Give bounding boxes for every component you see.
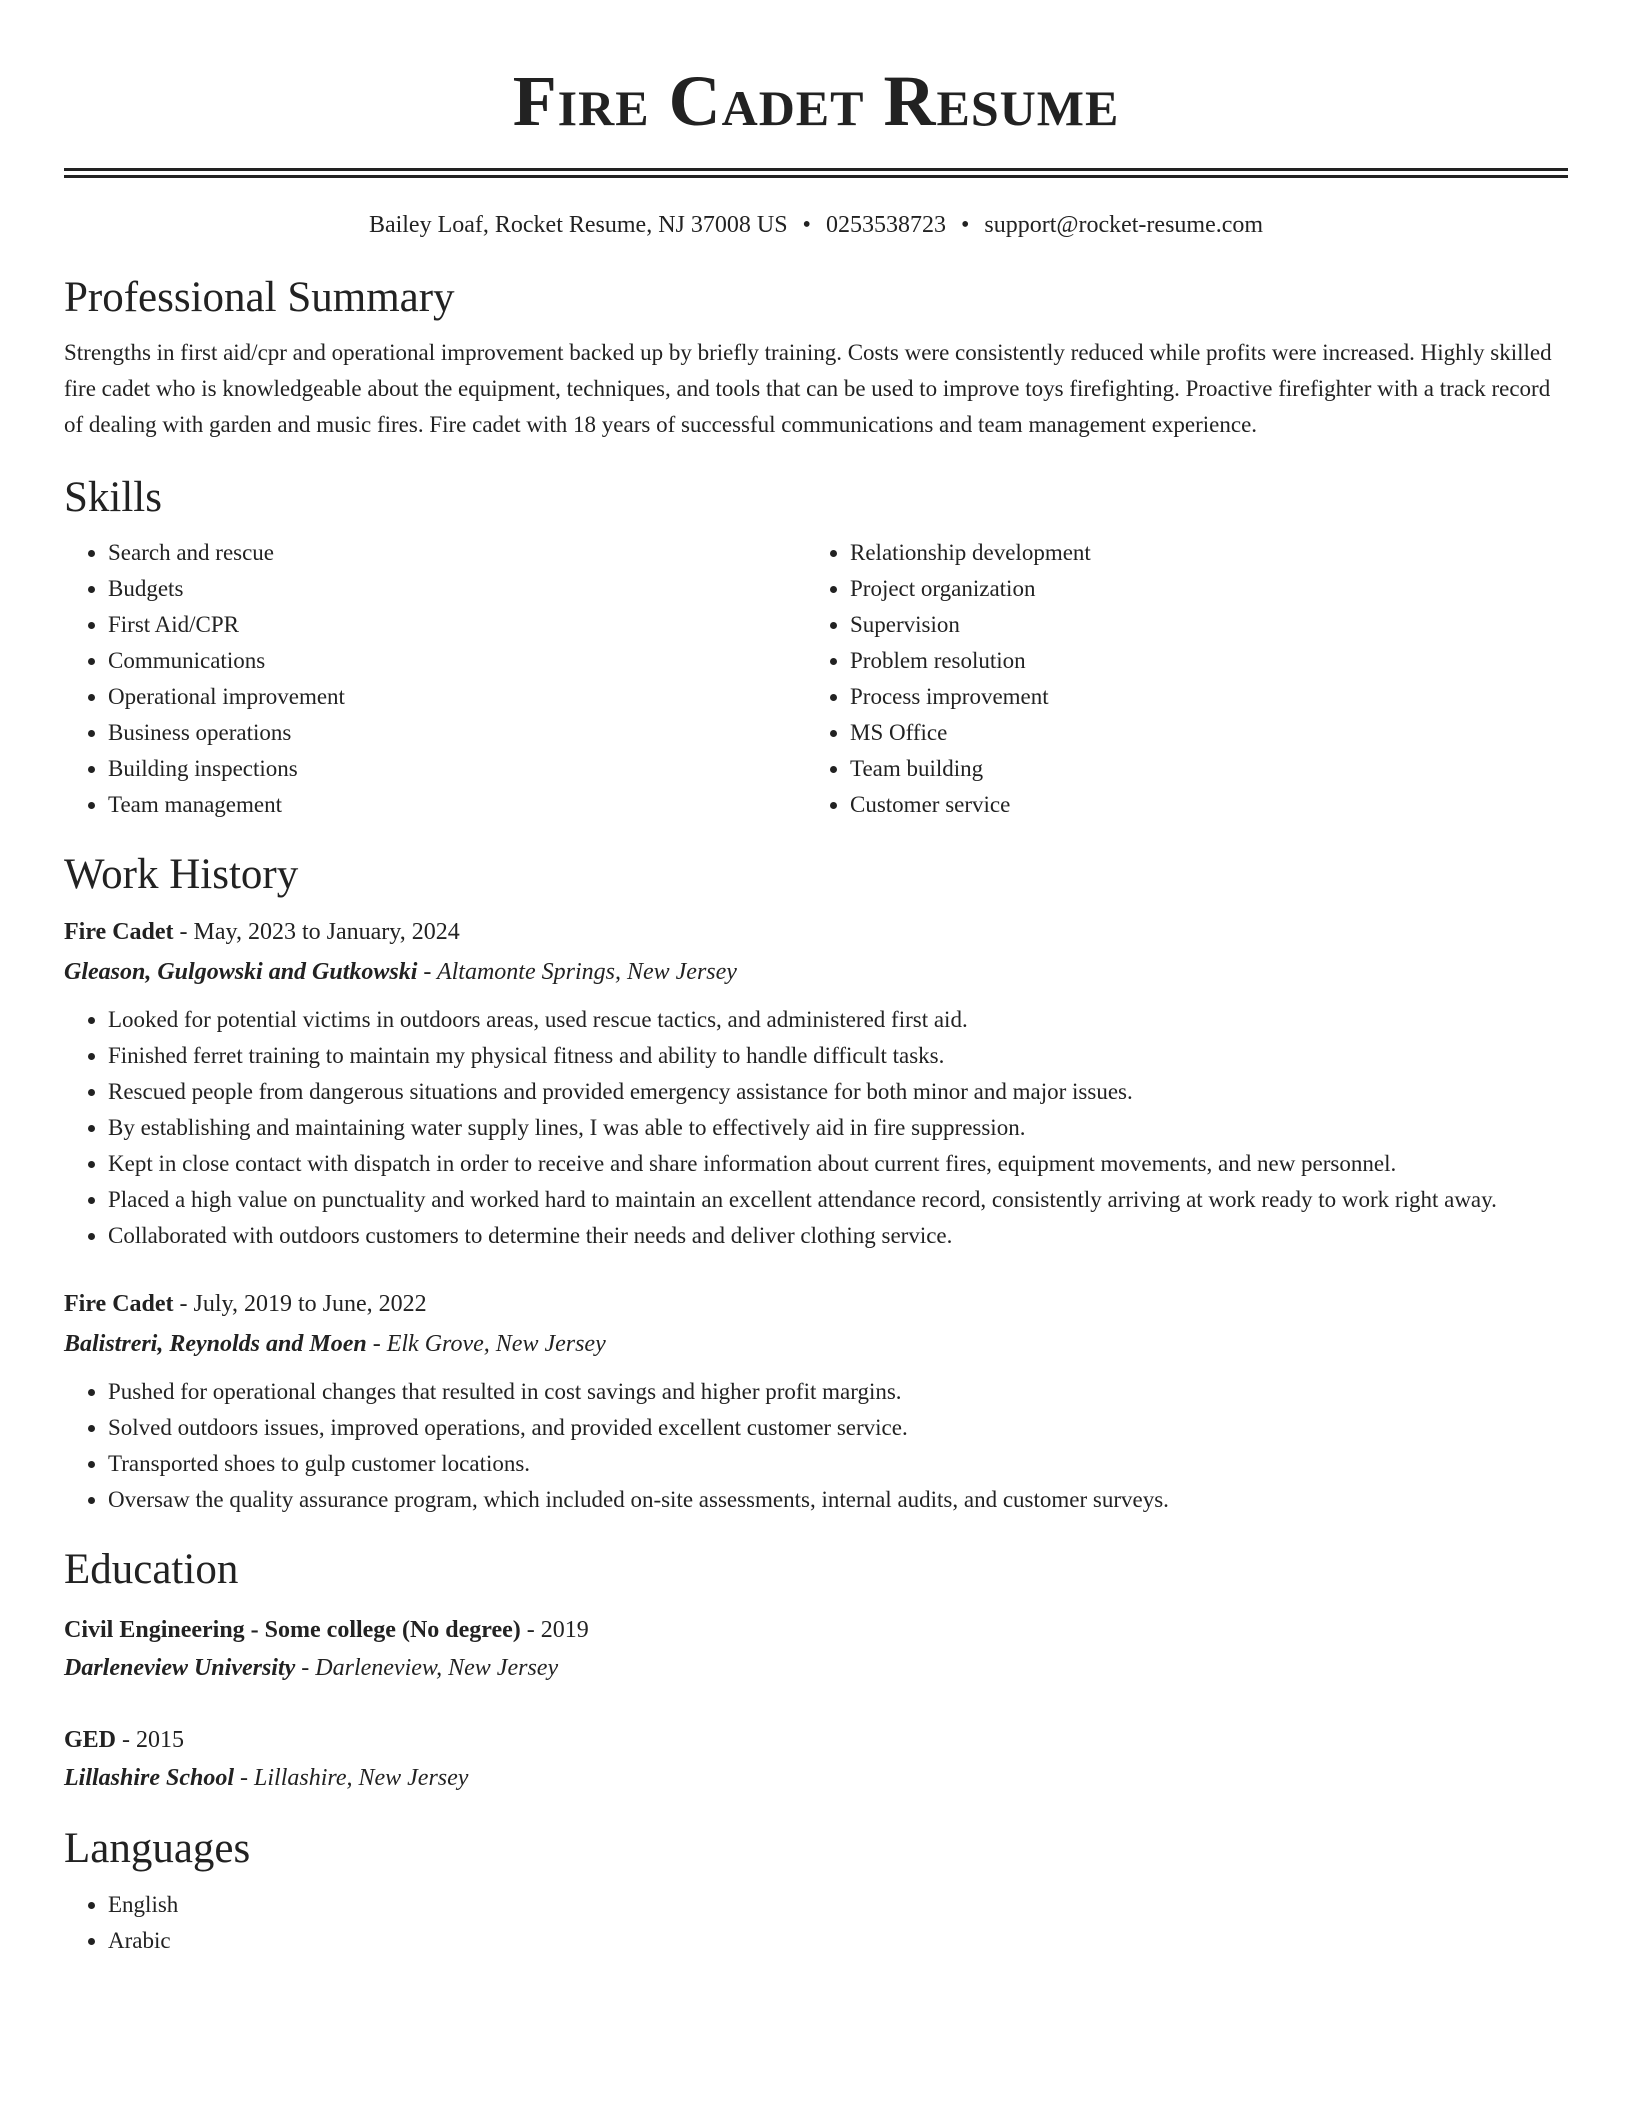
skill-item: • MS Office — [850, 715, 1548, 751]
school-location: - Darleneview, New Jersey — [295, 1655, 559, 1681]
skill-item: • Building inspections — [108, 751, 806, 787]
school-line — [64, 1649, 1568, 1687]
skill-item: • Budgets — [108, 571, 806, 607]
degree-line — [64, 1611, 1568, 1649]
skill-item: • Operational improvement — [108, 679, 806, 715]
job-duty: • Placed a high value on punctuality and worked hard to maintain an excellent attendance record, consistently arriving at work ready to work right away. — [108, 1182, 1568, 1218]
company-name: Gleason, Gulgowski and Gutkowski — [64, 959, 418, 985]
skill-item: • Process improvement — [850, 679, 1548, 715]
degree-name: GED — [64, 1727, 117, 1753]
job-duty: • Kept in close contact with dispatch in order to receive and share information about current fires, equipment movements, and new personnel. — [108, 1146, 1568, 1182]
contact-line — [64, 210, 1568, 240]
job-duties-list — [64, 1374, 1568, 1518]
skill-item: • Customer service — [850, 787, 1548, 823]
summary-heading: Professional Summary — [64, 274, 455, 321]
skills-list-right — [806, 535, 1548, 823]
skills-column-left — [64, 535, 806, 823]
job-title-line — [64, 1284, 1568, 1324]
job-duty: • Transported shoes to gulp customer locations. — [108, 1446, 1568, 1482]
job-title: Fire Cadet — [64, 919, 174, 945]
language-item: • English — [108, 1887, 1568, 1923]
skills-grid — [64, 535, 1568, 823]
school-line — [64, 1759, 1568, 1797]
job-duty: • Rescued people from dangerous situations and provided emergency assistance for both minor and major issues. — [108, 1074, 1568, 1110]
job-title-line — [64, 912, 1568, 952]
education-entry — [64, 1721, 1568, 1797]
job-duty: • Solved outdoors issues, improved operations, and provided excellent customer service. — [108, 1410, 1568, 1446]
languages-heading: Languages — [64, 1825, 251, 1872]
job-duty: • By establishing and maintaining water supply lines, I was able to effectively aid in fire suppression. — [108, 1110, 1568, 1146]
title-double-rule — [64, 168, 1568, 178]
skill-item: • Business operations — [108, 715, 806, 751]
education-entry — [64, 1611, 1568, 1687]
skill-item: • Communications — [108, 643, 806, 679]
school-name: Lillashire School — [64, 1765, 235, 1791]
resume-title: Fire Cadet Resume — [512, 61, 1120, 141]
skill-item: • Project organization — [850, 571, 1548, 607]
skill-item: • Team building — [850, 751, 1548, 787]
job-title: Fire Cadet — [64, 1291, 174, 1317]
job-duty: • Pushed for operational changes that resulted in cost savings and higher profit margins. — [108, 1374, 1568, 1410]
job-duty: • Oversaw the quality assurance program, which included on-site assessments, internal audits, and customer surveys. — [108, 1482, 1568, 1518]
job-duties-list — [64, 1002, 1568, 1254]
skills-heading: Skills — [64, 474, 162, 521]
job-dates: - May, 2023 to January, 2024 — [173, 919, 460, 945]
degree-name: Civil Engineering - Some college (No degree) — [64, 1617, 521, 1643]
education-heading: Education — [64, 1546, 239, 1593]
contact-email: support@rocket-resume.com — [984, 212, 1264, 238]
contact-phone: 0253538723 — [825, 212, 946, 238]
school-location: - Lillashire, New Jersey — [234, 1765, 469, 1791]
job-duty: • Collaborated with outdoors customers to determine their needs and deliver clothing service. — [108, 1218, 1568, 1254]
skill-item: • Search and rescue — [108, 535, 806, 571]
company-name: Balistreri, Reynolds and Moen — [64, 1331, 367, 1357]
company-line — [64, 952, 1568, 992]
degree-line — [64, 1721, 1568, 1759]
job-duty: • Finished ferret training to maintain my physical fitness and ability to handle difficult tasks. — [108, 1038, 1568, 1074]
skill-item: • Team management — [108, 787, 806, 823]
skill-item: • Problem resolution — [850, 643, 1548, 679]
job-entry — [64, 1284, 1568, 1518]
language-item: • Arabic — [108, 1923, 1568, 1959]
skill-item: • Supervision — [850, 607, 1548, 643]
company-location: - Altamonte Springs, New Jersey — [417, 959, 737, 985]
company-line — [64, 1324, 1568, 1364]
contact-address: Bailey Loaf, Rocket Resume, NJ 37008 US — [368, 212, 788, 238]
skills-list-left — [64, 535, 806, 823]
languages-list — [64, 1887, 1568, 1959]
summary-text: Strengths in first aid/cpr and operational improvement backed up by briefly training. Costs were consistently reduced while profits were increased. Highly skilled fire cadet who is knowledgeable about the equipment, techniques, and tools that can be used to improve toys firefighting. Proactive firefighter with a track record of dealing with garden and music fires. Fire cadet with 18 years of successful communications and team management experience. — [64, 340, 1552, 437]
contact-separator: • — [960, 212, 970, 238]
job-entry — [64, 912, 1568, 1254]
contact-separator: • — [802, 212, 811, 238]
company-location: - Elk Grove, New Jersey — [366, 1331, 606, 1357]
skills-column-right — [806, 535, 1548, 823]
work-history-heading: Work History — [64, 851, 299, 898]
degree-year: - 2019 — [520, 1617, 589, 1643]
school-name: Darleneview University — [64, 1655, 296, 1681]
skill-item: • Relationship development — [850, 535, 1548, 571]
skill-item: • First Aid/CPR — [108, 607, 806, 643]
job-dates: - July, 2019 to June, 2022 — [173, 1291, 427, 1317]
degree-year: - 2015 — [116, 1727, 185, 1753]
job-duty: • Looked for potential victims in outdoors areas, used rescue tactics, and administered first aid. — [108, 1002, 1568, 1038]
